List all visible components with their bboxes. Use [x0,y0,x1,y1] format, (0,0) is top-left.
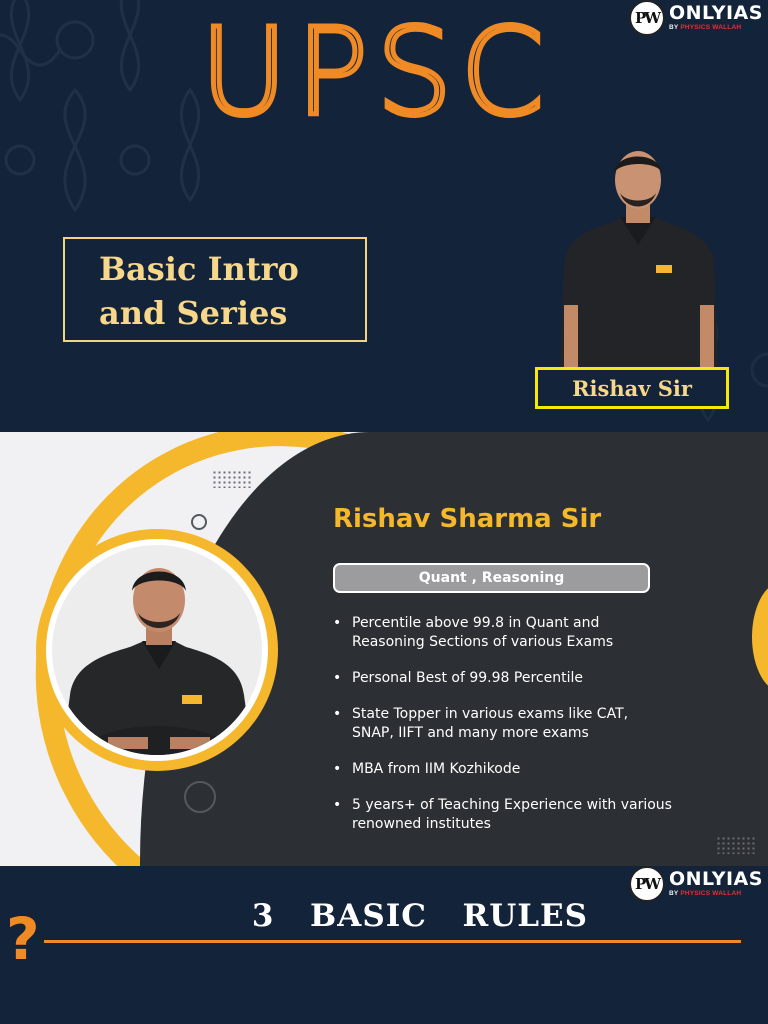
list-item: • State Topper in various exams like CAT, SNAP, IIFT and many more exams [333,705,673,743]
teacher-profile-slide [0,432,768,866]
teacher-portrait [46,539,268,761]
intro-slide [0,0,768,432]
intro-title-box [63,237,367,342]
brand-name: ONLYIAS [669,868,763,891]
rules-slide [0,866,768,1024]
teacher-name-label: Rishav Sir [535,367,729,409]
dot-grid-decoration [716,836,756,854]
dot-grid-decoration [212,470,252,488]
ring-decoration [191,514,207,530]
title-underline [44,940,741,943]
list-item: • Percentile above 99.8 in Quant and Reasoning Sections of various Exams [333,614,673,652]
ring-decoration [184,781,216,813]
intro-title: Basic Intro and Series [99,250,299,332]
question-mark-icon: ? [6,905,40,973]
brand-subtitle: BY PHYSICS WALLAH [669,24,742,32]
brand-name: ONLYIAS [669,2,763,25]
achievements-list [333,614,673,851]
rules-title: 3 BASIC RULES [251,898,589,934]
upsc-heading: UPSC [200,4,553,143]
teacher-portrait-image [52,545,262,755]
subjects-badge: Quant , Reasoning [333,563,650,593]
list-item: • Personal Best of 99.98 Percentile [333,669,673,688]
brand-subtitle: BY PHYSICS WALLAH [669,890,742,898]
pw-logo-icon: PW [629,0,665,36]
list-item: • MBA from IIM Kozhikode [333,760,673,779]
teacher-full-name: Rishav Sharma Sir [333,504,602,534]
pw-logo-icon: PW [629,866,665,902]
onlyias-logo [629,0,763,36]
list-item: • 5 years+ of Teaching Experience with various renowned institutes [333,796,673,834]
teacher-photo [550,145,725,367]
onlyias-logo [629,866,763,902]
